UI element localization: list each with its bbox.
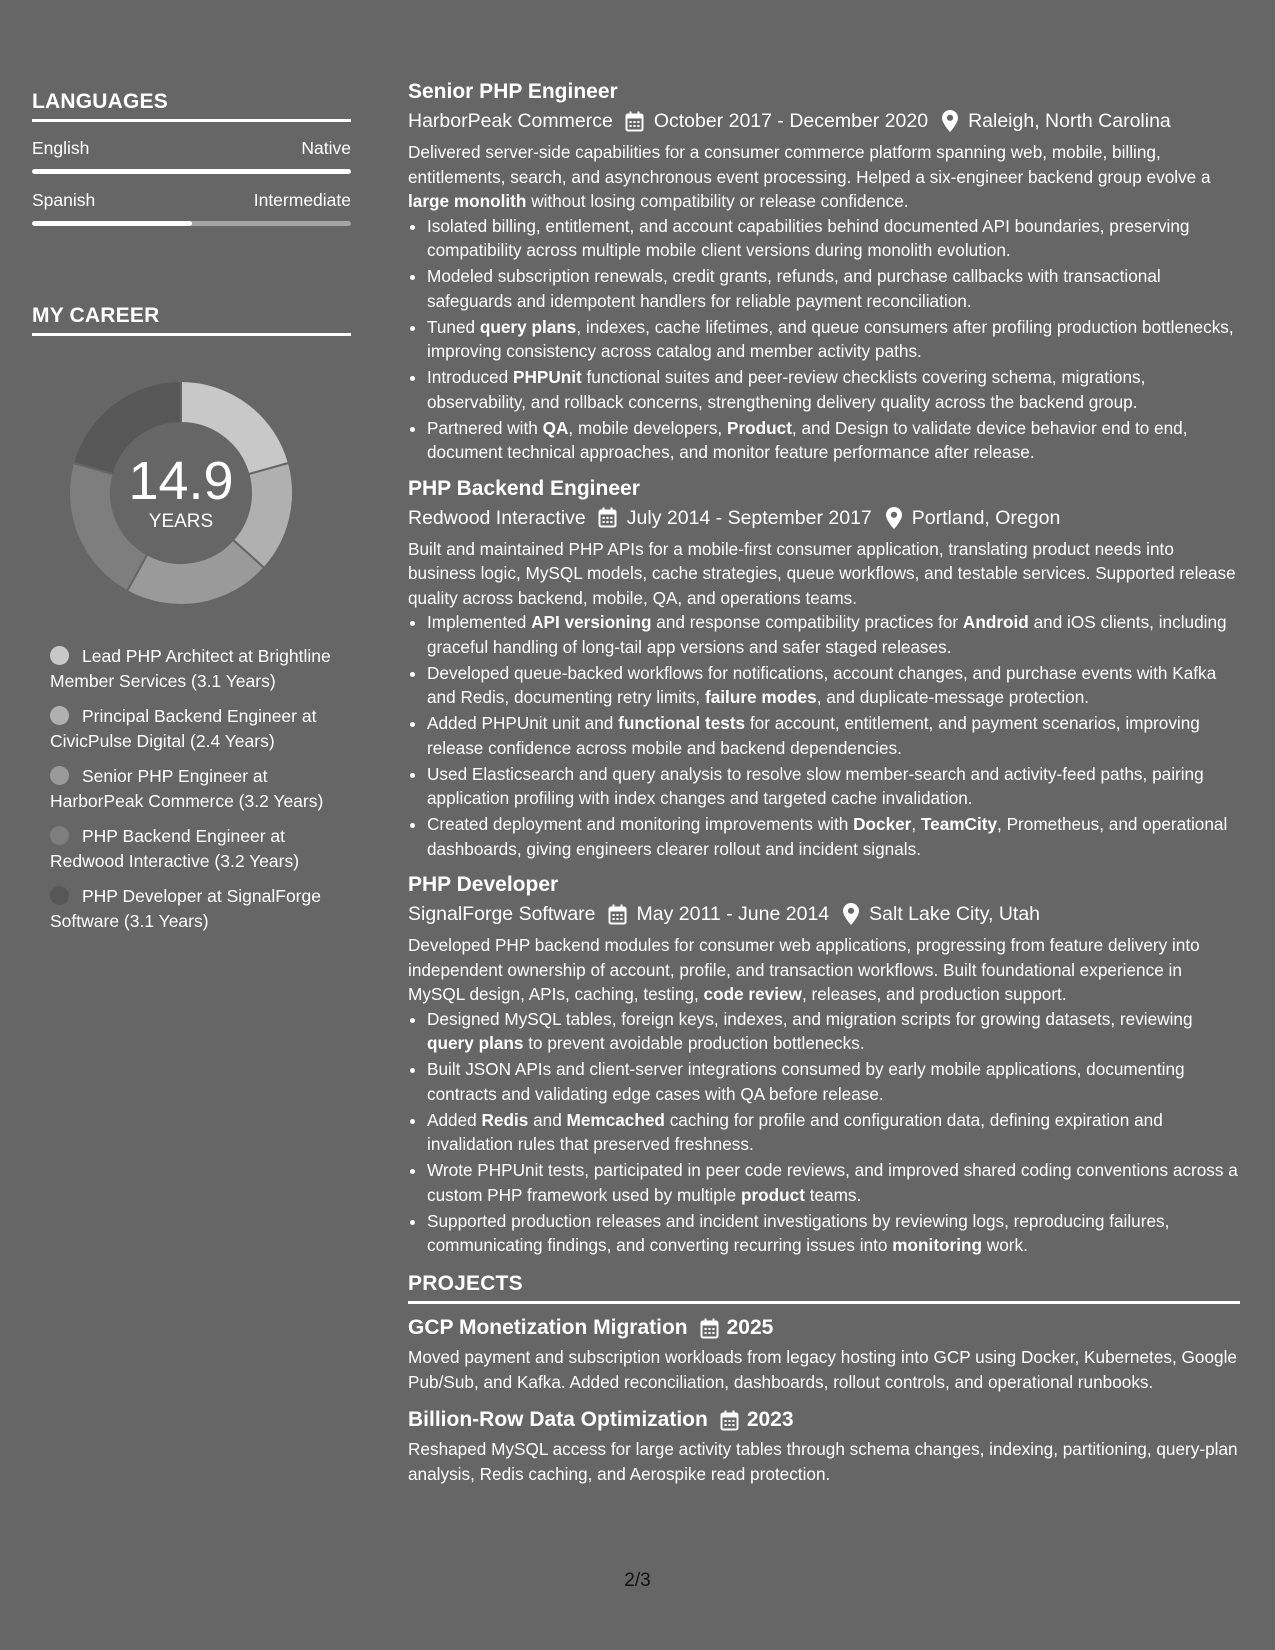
legend-dot	[50, 766, 69, 785]
project-description: Moved payment and subscription workloads from legacy hosting into GCP using Docker, Kubernetes, Google Pub/Sub, and Kafka. Added reconciliation, dashboards, rollout controls, and operational runbooks.	[408, 1347, 1237, 1392]
job-meta	[408, 107, 1240, 135]
job-highlight-item: • Created deployment and monitoring improvements with Docker, TeamCity, Prometheus, and operational dashboards, giving engineers clearer rollout and incident signals.	[427, 812, 1240, 861]
languages-heading: LANGUAGES	[32, 90, 351, 122]
career-legend-item	[50, 704, 335, 753]
job-location: Raleigh, North Carolina	[968, 110, 1171, 132]
job-entry	[408, 475, 1240, 862]
job-highlight-item: • Introduced PHPUnit functional suites and peer-review checklists covering schema, migrations, observability, and rollback concerns, strengthening delivery quality across the backend group.	[427, 365, 1240, 414]
project-list	[408, 1314, 1240, 1486]
job-title: PHP Backend Engineer	[408, 476, 640, 500]
job-company: SignalForge Software	[408, 903, 596, 925]
language-level: Native	[301, 138, 351, 158]
job-highlights	[408, 1007, 1240, 1258]
job-highlight-item: • Isolated billing, entitlement, and account capabilities behind documented API boundaries, preserving compatibility across multiple mobile client versions during monolith evolution.	[427, 214, 1240, 263]
language-item	[32, 138, 351, 174]
job-highlight-item: • Modeled subscription renewals, credit grants, refunds, and purchase callbacks with transactional safeguards and idempotent handlers for reliable payment reconciliation.	[427, 264, 1240, 313]
language-item	[32, 190, 351, 226]
legend-label: Senior PHP Engineer at HarborPeak Commerce (3.2 Years)	[50, 766, 324, 811]
job-highlights	[408, 610, 1240, 861]
total-years-unit: YEARS	[148, 511, 214, 532]
career-legend-item	[50, 644, 335, 693]
experience-list	[408, 78, 1240, 1258]
legend-label: Lead PHP Architect at Brightline Member Services (3.1 Years)	[50, 646, 331, 691]
language-list	[32, 138, 351, 226]
job-title: PHP Developer	[408, 873, 559, 896]
projects-heading: PROJECTS	[408, 1272, 1240, 1305]
calendar-icon	[625, 111, 644, 132]
main-content	[408, 78, 1240, 1498]
job-title: Senior PHP Engineer	[408, 80, 618, 103]
map-pin-icon	[942, 110, 958, 132]
job-description: Developed PHP backend modules for consumer web applications, progressing from feature delivery into independent ownership of account, profile, and transaction workflows. Built foundational experience in MySQL design, APIs, caching, testing, code review, releases, and production support.	[408, 935, 1200, 1004]
page-number: 2/3	[624, 1570, 651, 1591]
project-name: Billion-Row Data Optimization	[408, 1408, 708, 1431]
job-highlight-item: • Partnered with QA, mobile developers, Product, and Design to validate device behavior end to end, document technical approaches, and monitor feature performance after release.	[427, 416, 1240, 465]
project-year: 2025	[726, 1315, 774, 1339]
job-company: Redwood Interactive	[408, 506, 586, 529]
calendar-icon	[720, 1410, 739, 1431]
languages-section	[32, 90, 351, 226]
job-highlight-item: • Designed MySQL tables, foreign keys, indexes, and migration scripts for growing datasets, reviewing query plans to prevent avoidable production bottlenecks.	[427, 1007, 1240, 1056]
job-highlight-item: • Added Redis and Memcached caching for profile and configuration data, defining expiration and invalidation rules that preserved freshness.	[427, 1108, 1240, 1157]
career-legend-item	[50, 824, 335, 873]
language-proficiency-bar	[32, 221, 351, 226]
language-name: Spanish	[32, 190, 96, 210]
job-highlights	[408, 214, 1240, 465]
language-proficiency-fill	[32, 221, 192, 226]
legend-dot	[50, 886, 69, 905]
project-name: GCP Monetization Migration	[408, 1316, 688, 1339]
project-description: Reshaped MySQL access for large activity tables through schema changes, indexing, partitioning, query-plan analysis, Redis caching, and Aerospike read protection.	[408, 1439, 1238, 1484]
language-proficiency-bar	[32, 169, 351, 174]
career-heading: MY CAREER	[32, 304, 351, 336]
language-row	[32, 190, 351, 211]
language-proficiency-fill	[32, 169, 351, 174]
job-description: Built and maintained PHP APIs for a mobile-first consumer application, translating product needs into business logic, MySQL models, cache strategies, queue workflows, and testable services. Supported release quality across backend, mobile, QA, and operations teams.	[408, 538, 1236, 608]
legend-dot	[50, 646, 69, 665]
job-highlight-item: • Supported production releases and incident investigations by reviewing logs, reproducing failures, communicating findings, and converting recurring issues into monitoring work.	[427, 1209, 1240, 1258]
project-header	[408, 1406, 1240, 1434]
language-name: English	[32, 138, 90, 158]
calendar-icon	[608, 904, 627, 925]
job-highlight-item: • Developed queue-backed workflows for notifications, account changes, and purchase events with Kafka and Redis, documenting retry limits, failure modes, and duplicate-message protection.	[427, 661, 1240, 710]
job-dates: May 2011 - June 2014	[636, 903, 830, 925]
legend-label: PHP Backend Engineer at Redwood Interactive (3.2 Years)	[50, 826, 300, 871]
donut-center	[66, 378, 296, 608]
job-description: Delivered server-side capabilities for a consumer commerce platform spanning web, mobile, billing, entitlements, search, and asynchronous event processing. Helped a six-engineer backend group evolve a large monolith without losing compatibility or release confidence.	[408, 142, 1211, 211]
job-entry	[408, 871, 1240, 1258]
project-header	[408, 1314, 1240, 1342]
career-legend-item	[50, 884, 335, 933]
career-legend-item	[50, 764, 335, 813]
job-location: Portland, Oregon	[911, 506, 1061, 529]
job-dates: October 2017 - December 2020	[653, 110, 929, 132]
legend-label: PHP Developer at SignalForge Software (3.1 Years)	[50, 886, 321, 931]
calendar-icon	[598, 507, 617, 528]
job-highlight-item: • Used Elasticsearch and query analysis to resolve slow member-search and activity-feed paths, pairing application profiling with index changes and targeted cache invalidation.	[427, 762, 1240, 811]
sidebar	[32, 90, 351, 944]
language-level: Intermediate	[253, 190, 351, 210]
job-highlight-item: • Built JSON APIs and client-server integrations consumed by early mobile applications, documenting contracts and validating edge cases with QA before release.	[427, 1057, 1240, 1106]
map-pin-icon	[886, 507, 902, 529]
project-year: 2023	[746, 1407, 794, 1431]
legend-dot	[50, 706, 69, 725]
job-highlight-item: • Wrote PHPUnit tests, participated in peer code reviews, and improved shared coding conventions across a custom PHP framework used by multiple product teams.	[427, 1158, 1240, 1207]
career-section	[32, 304, 351, 933]
project-entry	[408, 1406, 1240, 1486]
job-entry	[408, 78, 1240, 465]
map-pin-icon	[843, 903, 859, 925]
career-legend	[50, 644, 335, 933]
job-highlight-item: • Implemented API versioning and response compatibility practices for Android and iOS clients, including graceful handling of long-tail app versions and safer staged releases.	[427, 610, 1240, 659]
language-row	[32, 138, 351, 159]
legend-dot	[50, 826, 69, 845]
job-highlight-item: • Tuned query plans, indexes, cache lifetimes, and queue consumers after profiling production bottlenecks, improving consistency across catalog and member activity paths.	[427, 315, 1240, 364]
job-dates: July 2014 - September 2017	[626, 506, 872, 529]
job-company: HarborPeak Commerce	[408, 110, 613, 132]
job-highlight-item: • Added PHPUnit unit and functional tests for account, entitlement, and payment scenarios, improving release confidence across mobile and backend dependencies.	[427, 711, 1240, 760]
job-meta	[408, 900, 1240, 928]
legend-label: Principal Backend Engineer at CivicPulse Digital (2.4 Years)	[50, 706, 317, 751]
project-entry	[408, 1314, 1240, 1394]
total-years-value: 14.9	[128, 451, 234, 511]
career-donut-chart	[66, 378, 296, 608]
job-meta	[408, 504, 1240, 532]
job-location: Salt Lake City, Utah	[869, 903, 1041, 925]
calendar-icon	[700, 1318, 719, 1339]
projects-section	[408, 1272, 1240, 1487]
